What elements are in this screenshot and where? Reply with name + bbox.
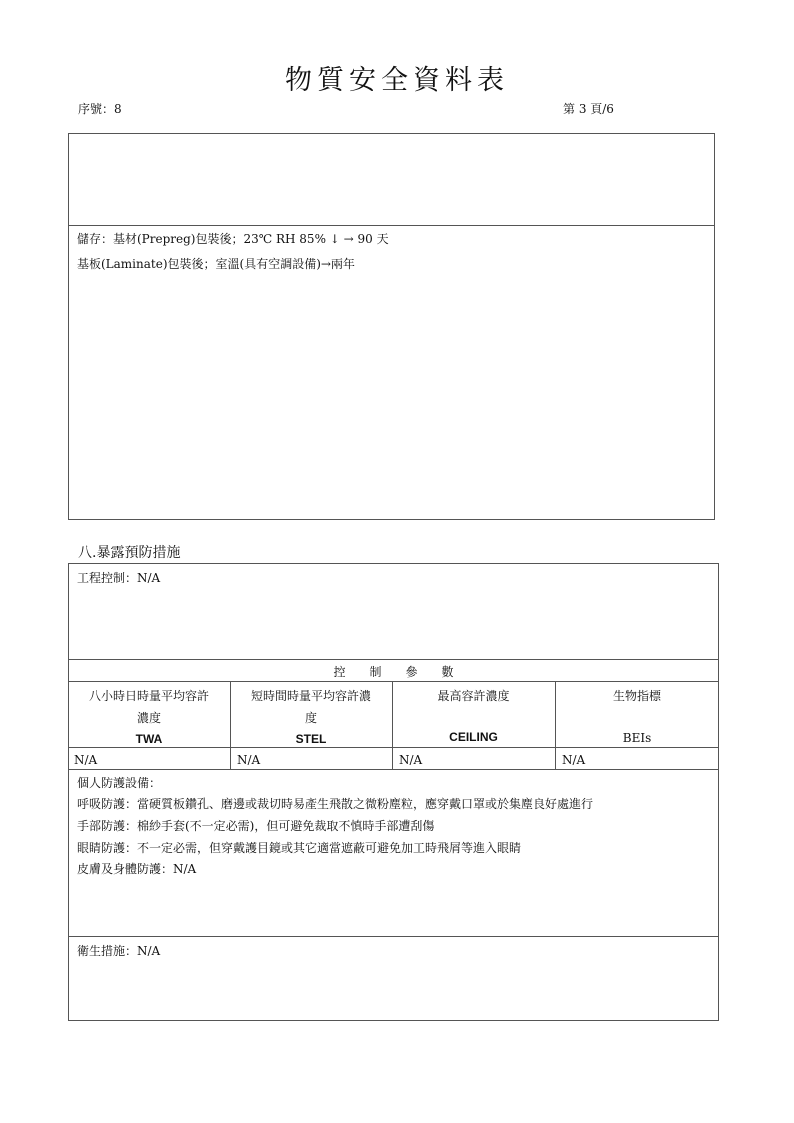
serial-number: 序號：8 [78,102,122,116]
engineering-control: 工程控制：N/A [77,571,161,585]
ceiling-abbr: CEILING [449,730,498,744]
twa-abbr: TWA [135,732,163,746]
ppe-skin: 皮膚及身體防護：N/A [77,862,197,876]
storage-line-2: 基板(Laminate)包裝後；室溫(具有空調設備)→兩年 [77,257,355,271]
divider-values [68,747,719,748]
ppe-eye: 眼睛防護：不一定必需，但穿戴護目鏡或其它適當遮蔽可避免加工時飛屑等進入眼睛 [77,841,522,855]
section-heading: 八.暴露預防措施 [78,545,181,561]
divider-ppe [68,769,719,770]
control-params-title: 控 制 參 數 [333,665,454,679]
exposure-box [68,563,719,1021]
storage-divider [68,225,715,226]
stel-name-line2: 度 [304,711,317,725]
ppe-respiratory: 呼吸防護：當硬質板鑽孔、磨邊或裁切時易產生飛散之微粉塵粒，應穿戴口罩或於集塵良好處進行 [77,797,594,811]
beis-abbr: BEIs [622,731,652,745]
divider-hygiene [68,936,719,937]
divider-control-params [68,659,719,660]
stel-name-line1: 短時間時量平均容許濃 [250,689,371,703]
storage-line-1: 儲存：基材(Prepreg)包裝後；23℃ RH 85% ↓ → 90 天 [77,232,389,246]
twa-value: N/A [74,753,98,767]
document-title: 物質安全資料表 [285,65,509,96]
ppe-hand: 手部防護：棉紗手套(不一定必需)，但可避免裁取不慎時手部遭刮傷 [77,819,435,833]
beis-value: N/A [562,753,586,767]
stel-abbr: STEL [295,732,327,746]
divider-column-headers [68,681,719,682]
beis-name-line1: 生物指標 [612,689,661,703]
hygiene-measures: 衛生措施：N/A [77,944,161,958]
stel-value: N/A [237,753,261,767]
storage-box [68,133,715,520]
page-number: 第 3 頁/6 [563,102,614,116]
ceiling-name-line1: 最高容許濃度 [437,689,510,703]
ceiling-value: N/A [399,753,423,767]
twa-name-line1: 八小時日時量平均容許 [88,689,209,703]
ppe-title: 個人防護設備： [77,776,162,790]
twa-name-line2: 濃度 [136,711,161,725]
